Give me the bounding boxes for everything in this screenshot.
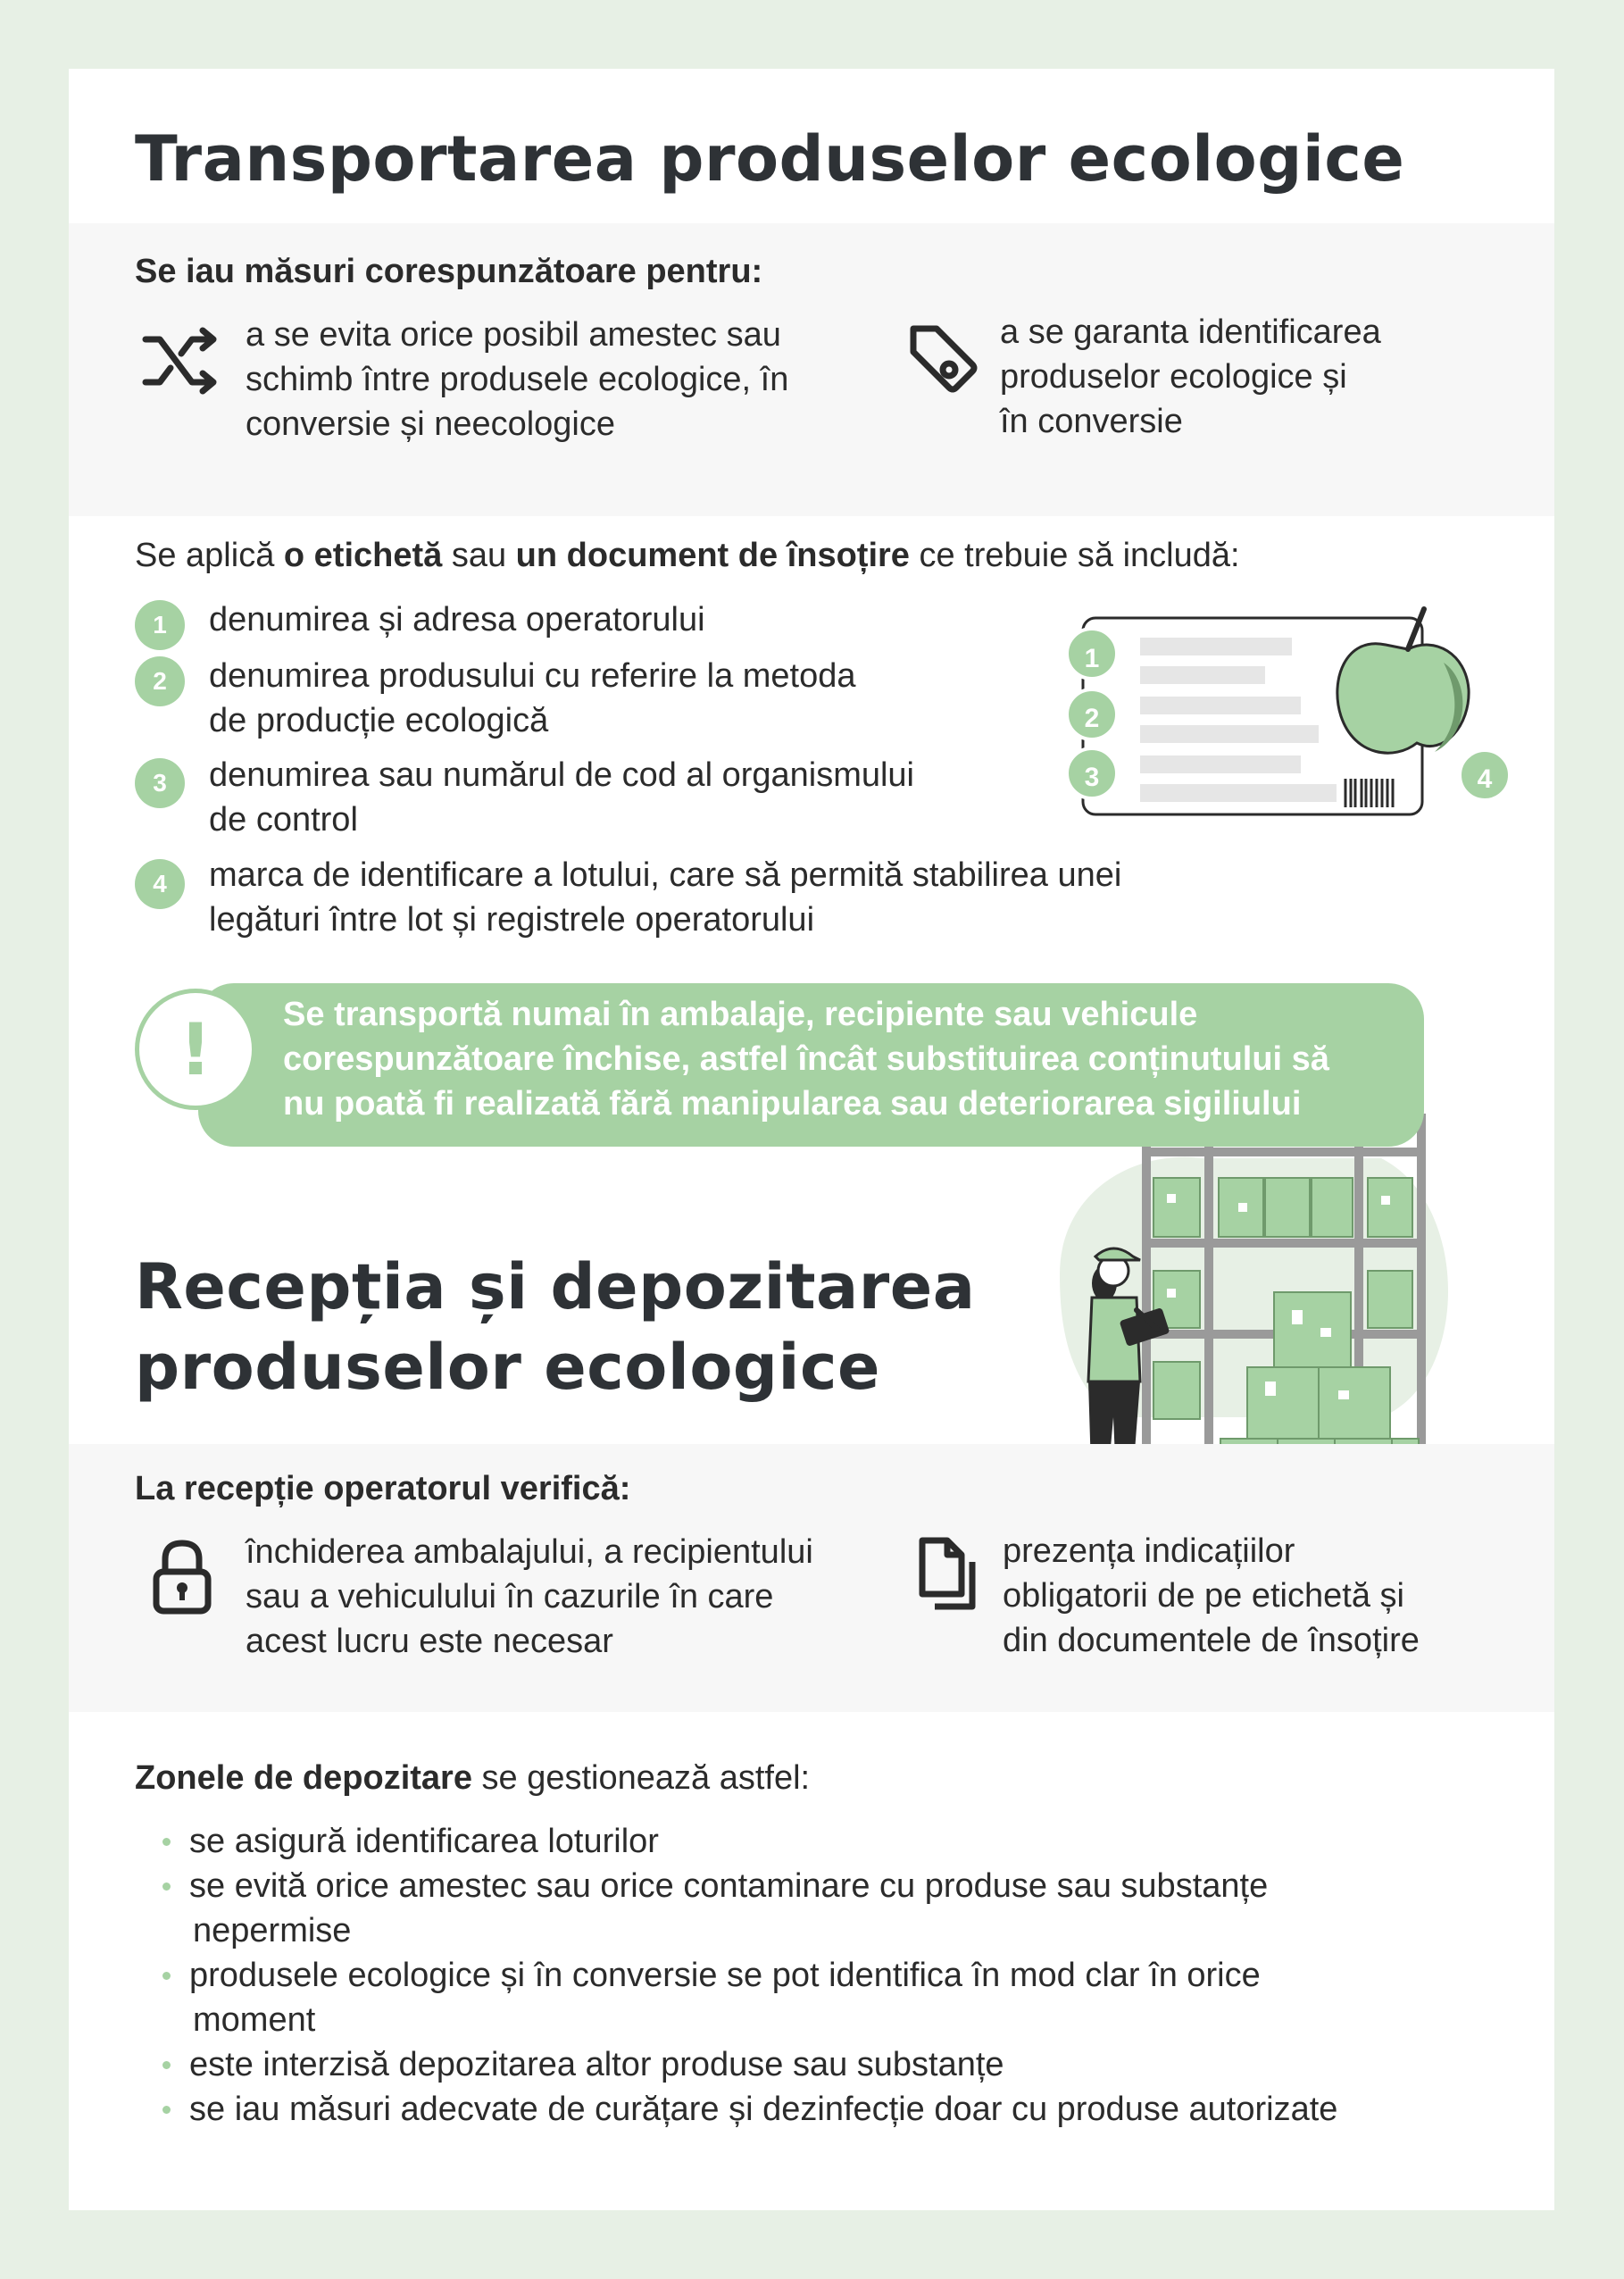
label-marker-3: 3 — [1084, 763, 1100, 792]
item-text-4: marca de identificare a lotului, care să permită stabilirea unei legături între lot și registrele operatorului — [209, 856, 1122, 939]
list-item: se iau măsuri adecvate de curățare și dezinfecție doar cu produse autorizate — [162, 2087, 1537, 2132]
measure-1-text: a se evita orice posibil amestec sau schimb între produsele ecologice, în conversie și neecologice — [246, 316, 789, 443]
item-text-1: denumirea și adresa operatorului — [209, 601, 705, 639]
check-title: La recepție operatorul verifică: — [135, 1470, 631, 1507]
zones-intro: Zonele de depozitare se gestionează astfel: — [135, 1759, 811, 1797]
transport-title: Transportarea produselor ecologice — [135, 122, 1405, 196]
list-item: este interzisă depozitarea altor produse sau substanțe — [162, 2042, 1537, 2087]
lock-icon — [151, 1538, 213, 1618]
label-marker-2: 2 — [1084, 704, 1100, 733]
tag-icon — [908, 323, 979, 395]
item-text-3: denumirea sau numărul de cod al organismului de control — [209, 756, 915, 839]
item-number-2: 2 — [135, 656, 185, 706]
label-intro: Se aplică o etichetă sau un document de însoțire ce trebuie să includă: — [135, 537, 1240, 574]
item-number-4: 4 — [135, 859, 185, 909]
check-band — [69, 1444, 1554, 1712]
item-number-3: 3 — [135, 758, 185, 808]
check-1-text: închiderea ambalajului, a recipientului sau a vehiculului în cazurile în care acest lucru este necesar — [246, 1533, 813, 1660]
measures-band — [69, 223, 1554, 516]
measure-2-text: a se garanta identificarea produselor ecologice și în conversie — [1000, 313, 1381, 440]
measures-title: Se iau măsuri corespunzătoare pentru: — [135, 253, 763, 290]
documents-icon — [917, 1535, 984, 1615]
item-number-1: 1 — [135, 600, 185, 650]
reception-title: Recepția și depozitarea produselor ecologice — [135, 1250, 976, 1404]
page — [69, 69, 1554, 2210]
list-item: se evită orice amestec sau orice contaminare cu produse sau substanțe nepermise — [162, 1864, 1537, 1953]
list-item: produsele ecologice și în conversie se pot identifica în mod clar în orice moment — [162, 1953, 1537, 2042]
list-item: se asigură identificarea loturilor — [162, 1819, 1537, 1864]
zones-list — [162, 1819, 1537, 2132]
check-2-text: prezența indicațiilor obligatorii de pe etichetă și din documentele de însoțire — [1003, 1532, 1420, 1659]
apple-label-illustration — [1051, 600, 1533, 832]
item-text-2: denumirea produsului cu referire la metoda de producție ecologică — [209, 657, 856, 739]
alert-text: Se transportă numai în ambalaje, recipiente sau vehicule corespunzătoare închise, astfel încât substituirea conținutului să nu poată fi realizată fără manipularea sau deteriorarea sigiliului — [283, 996, 1329, 1123]
exclamation-icon: ! — [179, 1007, 212, 1091]
label-marker-4: 4 — [1477, 764, 1493, 794]
shuffle-icon — [140, 327, 221, 398]
alert-circle — [135, 989, 256, 1110]
label-marker-1: 1 — [1084, 644, 1100, 673]
